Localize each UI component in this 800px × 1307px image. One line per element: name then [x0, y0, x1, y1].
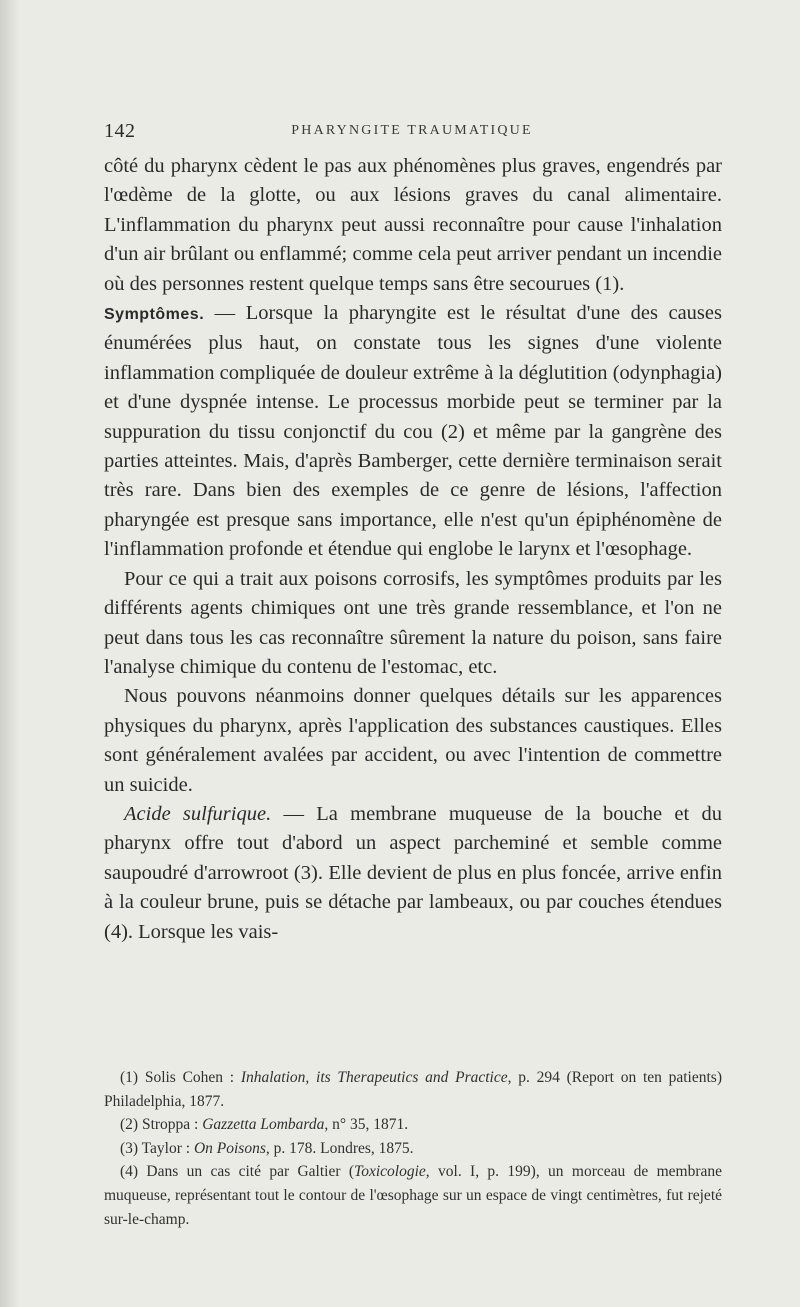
footnotes [104, 1066, 722, 1231]
paragraph-acide-sulfurique [104, 800, 722, 947]
paragraph-1: côté du pharynx cèdent le pas aux phénomènes plus graves, engendrés par l'œdème de la glotte, ou aux lésions graves du canal alimentaire. L'inflammation du pharynx peut aussi reconnaître pour cause l'inhalation d'un air brûlant ou enflammé; comme cela peut arriver pendant un incendie où des personnes restent quelque temps sans être secourues (1). [104, 155, 722, 295]
page-header [104, 120, 720, 146]
footnote-1: (1) Solis Cohen : Inhalation, its Therapeutics and Practice, p. 294 (Report on ten patients) Philadelphia, 1877. [104, 1069, 722, 1110]
page-number: 142 [104, 120, 136, 142]
footnote-3: (3) Taylor : On Poisons, p. 178. Londres, 1875. [120, 1139, 414, 1157]
body-text [104, 152, 722, 947]
paragraph-symptomes-text: — Lorsque la pharyngite est le résultat d'une des causes énumérées plus haut, on constate tous les signes d'une violente inflammation compliquée de douleur extrême à la déglutition (odynphagia) et d'une dyspnée intense. Le processus morbide peut se terminer par la suppuration du tissu conjonctif du cou (2) et même par la gangrène des parties atteintes. Mais, d'après Bamberger, cette dernière terminaison serait très rare. Dans bien des exemples de ce genre de lésions, l'affection pharyngée est presque sans importance, elle n'est qu'un épiphénomène de l'inflammation profonde et étendue qui englobe le larynx et l'œsophage. [104, 302, 722, 561]
paragraph-apparences: Nous pouvons néanmoins donner quelques détails sur les apparences physiques du pharynx, après l'application des substances caustiques. Elles sont généralement avalées par accident, ou avec l'intention de commettre un suicide. [104, 685, 722, 796]
section-heading-acide-sulfurique: Acide sulfurique. [124, 802, 272, 825]
page-gutter-shadow [0, 0, 20, 1307]
paragraph-poisons-corrosifs: Pour ce qui a trait aux poisons corrosifs, les symptômes produits par les différents agents chimiques ont une très grande ressemblance, et l'on ne peut dans tous les cas reconnaître sûrement la nature du poison, sans faire l'analyse chimique du contenu de l'estomac, etc. [104, 567, 722, 678]
section-heading-symptomes: Symptômes. [104, 306, 205, 324]
paragraph-acide-sulfurique-text: — La membrane muqueuse de la bouche et du pharynx offre tout d'abord un aspect parcheminé et semble comme saupoudré d'arrowroot (3). Elle devient de plus en plus foncée, arrive enfin à la couleur brune, puis se détache par lambeaux, ou par couches étendues (4). Lorsque les vais- [104, 802, 722, 943]
running-title: PHARYNGITE TRAUMATIQUE [291, 123, 533, 138]
footnote-2: (2) Stroppa : Gazzetta Lombarda, n° 35, 1871. [120, 1116, 409, 1134]
paragraph-symptomes [104, 299, 722, 565]
footnote-4: (4) Dans un cas cité par Galtier (Toxicologie, vol. I, p. 199), un morceau de membrane muqueuse, représentant tout le contour de l'œsophage sur un espace de vingt centimètres, fut rejeté sur-le-champ. [104, 1163, 722, 1228]
